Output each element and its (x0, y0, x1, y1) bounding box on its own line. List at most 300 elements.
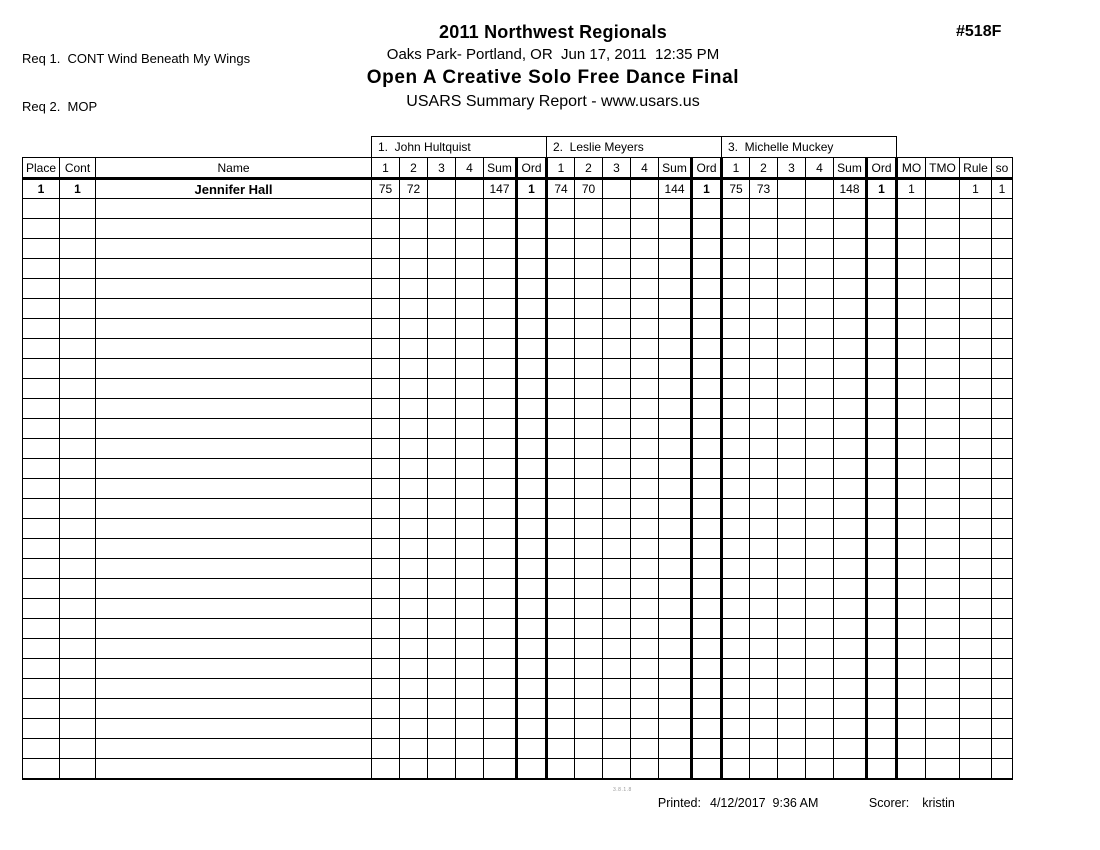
empty-cell (806, 279, 834, 299)
empty-cell (750, 539, 778, 559)
empty-cell (926, 459, 960, 479)
empty-cell (722, 399, 750, 419)
empty-cell (603, 219, 631, 239)
empty-cell (484, 299, 517, 319)
empty-cell (897, 519, 926, 539)
empty-cell (778, 299, 806, 319)
empty-cell (750, 319, 778, 339)
empty-cell (834, 359, 867, 379)
empty-cell (778, 639, 806, 659)
empty-cell (603, 299, 631, 319)
empty-cell (960, 639, 992, 659)
empty-cell (722, 359, 750, 379)
empty-cell (456, 759, 484, 779)
judge-2-name: 2. Leslie Meyers (547, 137, 722, 158)
empty-cell (867, 559, 897, 579)
empty-cell (517, 359, 547, 379)
empty-cell (960, 499, 992, 519)
empty-cell (692, 279, 722, 299)
empty-cell (722, 599, 750, 619)
empty-cell (692, 499, 722, 519)
event-number: #518F (956, 23, 1002, 40)
empty-table-row (23, 619, 1013, 639)
empty-cell (517, 439, 547, 459)
empty-cell (456, 419, 484, 439)
empty-cell (659, 499, 692, 519)
empty-cell (692, 459, 722, 479)
empty-table-row (23, 359, 1013, 379)
empty-cell (722, 539, 750, 559)
empty-cell (484, 719, 517, 739)
empty-cell (96, 379, 372, 399)
empty-cell (603, 359, 631, 379)
empty-cell (400, 599, 428, 619)
empty-cell (778, 519, 806, 539)
empty-cell (400, 259, 428, 279)
empty-cell (750, 519, 778, 539)
empty-cell (834, 659, 867, 679)
empty-cell (547, 299, 575, 319)
empty-cell (722, 519, 750, 539)
empty-cell (575, 439, 603, 459)
empty-cell (692, 719, 722, 739)
empty-cell (517, 759, 547, 779)
empty-cell (484, 559, 517, 579)
empty-cell (692, 199, 722, 219)
empty-cell (517, 379, 547, 399)
empty-cell (603, 519, 631, 539)
empty-cell (23, 679, 60, 699)
empty-cell (60, 579, 96, 599)
col-header-j3-ord: Ord (867, 158, 897, 179)
empty-cell (547, 399, 575, 419)
empty-cell (372, 339, 400, 359)
empty-cell (428, 319, 456, 339)
result-name: Jennifer Hall (96, 179, 372, 199)
empty-cell (778, 259, 806, 279)
empty-cell (659, 399, 692, 419)
empty-cell (722, 479, 750, 499)
empty-cell (778, 619, 806, 639)
empty-cell (778, 479, 806, 499)
empty-cell (750, 379, 778, 399)
empty-cell (867, 239, 897, 259)
empty-cell (60, 619, 96, 639)
empty-cell (897, 599, 926, 619)
empty-cell (456, 399, 484, 419)
empty-cell (750, 439, 778, 459)
empty-cell (897, 539, 926, 559)
empty-cell (484, 359, 517, 379)
empty-cell (484, 679, 517, 699)
empty-cell (400, 699, 428, 719)
empty-cell (603, 619, 631, 639)
empty-cell (722, 639, 750, 659)
empty-cell (428, 439, 456, 459)
empty-cell (897, 699, 926, 719)
empty-cell (867, 499, 897, 519)
empty-cell (517, 699, 547, 719)
empty-cell (517, 579, 547, 599)
empty-cell (517, 219, 547, 239)
empty-cell (722, 439, 750, 459)
result-j1-score4 (456, 179, 484, 199)
empty-cell (603, 679, 631, 699)
empty-cell (428, 539, 456, 559)
empty-cell (575, 419, 603, 439)
empty-cell (400, 479, 428, 499)
empty-cell (992, 639, 1013, 659)
empty-cell (575, 479, 603, 499)
empty-cell (603, 719, 631, 739)
empty-cell (400, 279, 428, 299)
empty-cell (960, 739, 992, 759)
result-j3-score1: 75 (722, 179, 750, 199)
empty-cell (867, 359, 897, 379)
empty-cell (992, 679, 1013, 699)
result-j2-score4 (631, 179, 659, 199)
empty-cell (96, 419, 372, 439)
col-header-mo: MO (897, 158, 926, 179)
empty-cell (547, 439, 575, 459)
empty-cell (960, 239, 992, 259)
empty-cell (547, 359, 575, 379)
empty-cell (547, 499, 575, 519)
empty-table-row (23, 319, 1013, 339)
col-header-j2-score2: 2 (575, 158, 603, 179)
empty-cell (575, 639, 603, 659)
empty-cell (631, 739, 659, 759)
empty-cell (692, 519, 722, 539)
empty-cell (897, 399, 926, 419)
col-header-j3-sum: Sum (834, 158, 867, 179)
empty-cell (23, 579, 60, 599)
empty-cell (400, 299, 428, 319)
empty-cell (750, 639, 778, 659)
empty-cell (603, 739, 631, 759)
empty-cell (960, 219, 992, 239)
empty-cell (517, 539, 547, 559)
empty-cell (517, 599, 547, 619)
col-header-j2-score3: 3 (603, 158, 631, 179)
empty-table-row (23, 479, 1013, 499)
col-header-j2-sum: Sum (659, 158, 692, 179)
empty-cell (834, 599, 867, 619)
empty-cell (992, 259, 1013, 279)
empty-cell (517, 199, 547, 219)
empty-cell (926, 279, 960, 299)
empty-cell (372, 639, 400, 659)
empty-cell (692, 579, 722, 599)
empty-cell (867, 519, 897, 539)
empty-cell (897, 319, 926, 339)
empty-cell (659, 339, 692, 359)
empty-cell (659, 699, 692, 719)
empty-cell (750, 299, 778, 319)
empty-table-row (23, 699, 1013, 719)
empty-cell (806, 559, 834, 579)
empty-cell (960, 199, 992, 219)
empty-cell (456, 279, 484, 299)
empty-cell (806, 679, 834, 699)
empty-cell (659, 739, 692, 759)
empty-cell (603, 379, 631, 399)
empty-cell (659, 239, 692, 259)
empty-cell (659, 439, 692, 459)
empty-cell (517, 659, 547, 679)
empty-cell (456, 199, 484, 219)
empty-cell (926, 619, 960, 639)
empty-cell (806, 199, 834, 219)
empty-cell (517, 639, 547, 659)
empty-cell (806, 419, 834, 439)
empty-cell (631, 239, 659, 259)
empty-cell (96, 199, 372, 219)
empty-cell (867, 599, 897, 619)
empty-cell (750, 279, 778, 299)
empty-table-row (23, 739, 1013, 759)
empty-cell (897, 259, 926, 279)
empty-cell (992, 279, 1013, 299)
empty-cell (631, 399, 659, 419)
empty-cell (484, 659, 517, 679)
empty-cell (23, 379, 60, 399)
empty-cell (692, 319, 722, 339)
empty-cell (547, 419, 575, 439)
empty-cell (547, 579, 575, 599)
empty-cell (834, 579, 867, 599)
empty-cell (834, 379, 867, 399)
empty-cell (400, 519, 428, 539)
empty-cell (372, 759, 400, 779)
empty-cell (897, 379, 926, 399)
empty-cell (60, 759, 96, 779)
result-row (23, 179, 1013, 199)
result-j3-score4 (806, 179, 834, 199)
result-tmo (926, 179, 960, 199)
empty-table-row (23, 519, 1013, 539)
empty-cell (575, 259, 603, 279)
empty-cell (750, 559, 778, 579)
empty-table-row (23, 459, 1013, 479)
empty-cell (778, 679, 806, 699)
empty-cell (484, 379, 517, 399)
empty-cell (834, 719, 867, 739)
empty-cell (750, 219, 778, 239)
empty-cell (692, 639, 722, 659)
empty-cell (992, 499, 1013, 519)
empty-cell (23, 459, 60, 479)
empty-cell (603, 659, 631, 679)
empty-cell (96, 299, 372, 319)
result-place: 1 (23, 179, 60, 199)
empty-cell (400, 239, 428, 259)
empty-table-row (23, 239, 1013, 259)
empty-cell (631, 639, 659, 659)
empty-cell (659, 379, 692, 399)
empty-cell (806, 639, 834, 659)
empty-cell (992, 599, 1013, 619)
empty-cell (834, 479, 867, 499)
col-header-j2-ord: Ord (692, 158, 722, 179)
empty-cell (372, 279, 400, 299)
empty-cell (750, 679, 778, 699)
empty-cell (96, 219, 372, 239)
empty-cell (631, 219, 659, 239)
empty-cell (806, 499, 834, 519)
empty-cell (484, 279, 517, 299)
empty-cell (750, 699, 778, 719)
empty-cell (484, 599, 517, 619)
empty-cell (428, 659, 456, 679)
empty-cell (400, 559, 428, 579)
empty-cell (631, 439, 659, 459)
empty-cell (575, 539, 603, 559)
empty-cell (897, 199, 926, 219)
empty-cell (517, 719, 547, 739)
empty-cell (867, 439, 897, 459)
empty-cell (484, 699, 517, 719)
empty-table-row (23, 259, 1013, 279)
empty-cell (897, 659, 926, 679)
empty-cell (60, 699, 96, 719)
empty-cell (400, 339, 428, 359)
empty-cell (456, 219, 484, 239)
empty-cell (23, 639, 60, 659)
empty-cell (96, 599, 372, 619)
empty-table-row (23, 559, 1013, 579)
col-header-j3-score2: 2 (750, 158, 778, 179)
empty-table-row (23, 599, 1013, 619)
empty-cell (834, 419, 867, 439)
empty-cell (692, 259, 722, 279)
empty-cell (456, 499, 484, 519)
empty-cell (517, 519, 547, 539)
empty-cell (547, 219, 575, 239)
empty-cell (631, 459, 659, 479)
empty-cell (517, 559, 547, 579)
empty-cell (926, 679, 960, 699)
empty-cell (400, 739, 428, 759)
empty-cell (692, 559, 722, 579)
empty-cell (867, 199, 897, 219)
empty-cell (778, 439, 806, 459)
empty-cell (897, 359, 926, 379)
empty-cell (806, 319, 834, 339)
empty-cell (926, 379, 960, 399)
empty-cell (603, 199, 631, 219)
empty-cell (631, 299, 659, 319)
empty-cell (992, 439, 1013, 459)
empty-cell (96, 399, 372, 419)
empty-cell (60, 439, 96, 459)
empty-cell (603, 339, 631, 359)
empty-cell (23, 319, 60, 339)
empty-cell (960, 619, 992, 639)
empty-cell (575, 319, 603, 339)
empty-cell (806, 359, 834, 379)
empty-cell (992, 519, 1013, 539)
result-j3-score2: 73 (750, 179, 778, 199)
col-header-j1-sum: Sum (484, 158, 517, 179)
empty-cell (428, 679, 456, 699)
empty-cell (722, 619, 750, 639)
empty-cell (778, 599, 806, 619)
empty-table-row (23, 379, 1013, 399)
empty-cell (96, 259, 372, 279)
empty-cell (992, 199, 1013, 219)
empty-cell (547, 619, 575, 639)
empty-cell (778, 739, 806, 759)
empty-cell (547, 599, 575, 619)
empty-cell (428, 459, 456, 479)
empty-table-row (23, 219, 1013, 239)
empty-cell (456, 459, 484, 479)
empty-cell (96, 359, 372, 379)
col-header-j1-score1: 1 (372, 158, 400, 179)
empty-cell (547, 659, 575, 679)
empty-cell (517, 479, 547, 499)
empty-cell (547, 279, 575, 299)
empty-cell (547, 239, 575, 259)
empty-cell (806, 599, 834, 619)
empty-cell (659, 219, 692, 239)
empty-cell (484, 219, 517, 239)
empty-cell (659, 539, 692, 559)
empty-cell (750, 579, 778, 599)
empty-cell (96, 459, 372, 479)
empty-table-row (23, 339, 1013, 359)
empty-cell (926, 639, 960, 659)
empty-cell (834, 619, 867, 639)
empty-cell (778, 359, 806, 379)
col-header-so: so (992, 158, 1013, 179)
empty-cell (456, 679, 484, 699)
empty-cell (517, 279, 547, 299)
empty-cell (372, 559, 400, 579)
empty-cell (96, 439, 372, 459)
col-header-j3-score4: 4 (806, 158, 834, 179)
empty-cell (806, 399, 834, 419)
empty-cell (456, 519, 484, 539)
empty-cell (400, 639, 428, 659)
empty-cell (960, 459, 992, 479)
empty-cell (456, 339, 484, 359)
empty-cell (456, 639, 484, 659)
col-header-j1-ord: Ord (517, 158, 547, 179)
empty-cell (456, 299, 484, 319)
empty-cell (96, 279, 372, 299)
empty-cell (834, 299, 867, 319)
empty-cell (778, 539, 806, 559)
empty-cell (867, 459, 897, 479)
empty-cell (867, 259, 897, 279)
empty-cell (547, 479, 575, 499)
empty-cell (631, 679, 659, 699)
empty-cell (992, 459, 1013, 479)
empty-cell (778, 579, 806, 599)
empty-cell (692, 679, 722, 699)
empty-cell (631, 319, 659, 339)
empty-cell (926, 499, 960, 519)
result-j2-score1: 74 (547, 179, 575, 199)
empty-cell (926, 759, 960, 779)
empty-cell (992, 659, 1013, 679)
empty-cell (456, 239, 484, 259)
empty-cell (372, 539, 400, 559)
empty-cell (722, 759, 750, 779)
empty-cell (778, 399, 806, 419)
